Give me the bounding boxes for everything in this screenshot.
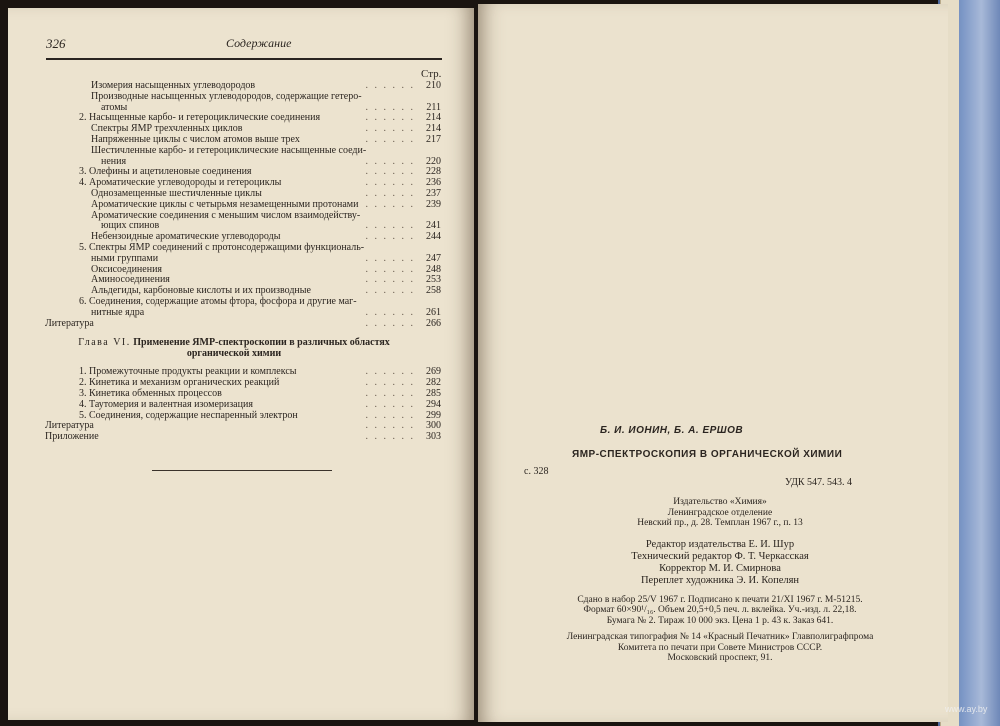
toc-leader-dots: . . . . . . <box>365 431 415 443</box>
toc-entry-page: 237 <box>426 187 441 199</box>
toc-entry-page: 248 <box>426 263 441 275</box>
toc-entry-title: Небензоидные ароматические углеводороды <box>91 231 281 243</box>
toc-leader-dots: . . . . . . <box>365 166 415 178</box>
toc-leader-dots: . . . . . . <box>365 263 415 275</box>
toc-leader-dots: . . . . . . <box>365 155 415 167</box>
toc-entry-page: 282 <box>426 377 441 389</box>
toc-entry-title: нения <box>101 155 127 167</box>
toc-leader-dots: . . . . . . <box>365 252 415 264</box>
running-title: Содержание <box>226 36 292 50</box>
toc-entry <box>45 400 441 411</box>
toc-entry-page: 244 <box>426 231 441 243</box>
chapter-label: Глава VI. <box>78 337 131 349</box>
toc-entry-page: 258 <box>426 285 441 297</box>
toc-entry-page: 214 <box>426 112 441 124</box>
toc-entry-page: 266 <box>426 317 441 329</box>
toc-leader-dots: . . . . . . <box>365 220 415 232</box>
toc-entry-title: Спектры ЯМР трехчленных циклов <box>91 123 243 135</box>
toc-entry-title: Оксисоединения <box>91 263 163 275</box>
end-rule <box>152 470 332 471</box>
toc-section-after <box>45 367 441 443</box>
toc-entry-page: 217 <box>426 133 441 145</box>
toc-entry-title: Литература <box>45 420 94 432</box>
toc-leader-dots: . . . . . . <box>365 409 415 421</box>
toc-leader-dots: . . . . . . <box>365 123 415 135</box>
toc-entry-page: 247 <box>426 252 441 264</box>
toc-entry-page: 285 <box>426 387 441 399</box>
toc-entry-title: Альдегиды, карбоновые кислоты и их производные <box>91 285 311 297</box>
toc-entry-page: 228 <box>426 166 441 178</box>
toc-leader-dots: . . . . . . <box>365 187 415 199</box>
toc-entry-title: Напряженные циклы с числом атомов выше трех <box>91 133 300 145</box>
toc-leader-dots: . . . . . . <box>365 274 415 286</box>
toc-entry <box>45 92 441 103</box>
chapter-heading <box>49 337 419 359</box>
toc-entry-title: Ароматические соединения с меньшим числом взаимодейству- <box>91 209 361 221</box>
toc-leader-dots: . . . . . . <box>365 80 415 91</box>
toc-leader-dots: . . . . . . <box>365 377 415 389</box>
toc-entry-page: 239 <box>426 198 441 210</box>
printer-info <box>520 632 920 664</box>
toc-entry-title: Аминосоединения <box>91 274 170 286</box>
toc-entry-page: 220 <box>426 155 441 167</box>
toc-entry-page: 253 <box>426 274 441 286</box>
toc-entry-title: 3. Кинетика обменных процессов <box>79 387 222 399</box>
imprint-block <box>520 497 920 664</box>
toc-entry-title: 4. Таутомерия и валентная изомеризация <box>79 398 253 410</box>
running-header <box>46 34 442 60</box>
toc-leader-dots: . . . . . . <box>365 398 415 410</box>
credits-list <box>520 539 920 587</box>
toc-entry <box>45 146 441 157</box>
watermark: www.ay.by <box>945 704 988 714</box>
toc-leader-dots: . . . . . . <box>365 387 415 399</box>
chapter-title-line2: органической химии <box>186 348 282 360</box>
toc-entry-title: Шестичленные карбо- и гетероциклические насыщенные соеди- <box>91 144 367 156</box>
credit-line: Редактор издательства Е. И. Шур <box>645 538 795 550</box>
toc-entry-title: 6. Соединения, содержащие атомы фтора, фосфора и другие маг- <box>79 295 357 307</box>
toc-entry-title: ными группами <box>91 252 159 264</box>
toc-leader-dots: . . . . . . <box>365 177 415 189</box>
page-column-header: Стр. <box>421 68 442 80</box>
book-authors: Б. И. ИОНИН, Б. А. ЕРШОВ <box>600 425 744 436</box>
toc-entry-page: 299 <box>426 409 441 421</box>
toc-entry <box>45 432 441 443</box>
toc-leader-dots: . . . . . . <box>365 133 415 145</box>
toc-entry-title: Однозамещенные шестичленные циклы <box>91 187 262 199</box>
credit-line: Переплет художника Э. И. Копелян <box>640 574 800 586</box>
toc-leader-dots: . . . . . . <box>365 101 415 113</box>
toc-leader-dots: . . . . . . <box>365 285 415 297</box>
toc-entry-title: Ароматические циклы с четырьмя незамещенными протонами <box>91 198 359 210</box>
page-count: с. 328 <box>524 466 549 477</box>
tech-line: Формат 60×90¹/₁₆. Объем 20,5+0,5 печ. л. вклейка. Уч.-изд. л. 22,18. <box>583 605 857 615</box>
toc-entry-page: 269 <box>426 366 441 378</box>
toc-entry-title: 5. Спектры ЯМР соединений с протонсодержащими функциональ- <box>79 241 365 253</box>
tech-details <box>520 595 920 627</box>
toc-entry-title: 2. Насыщенные карбо- и гетероциклические соединения <box>79 112 321 124</box>
credit-line: Технический редактор Ф. Т. Черкасская <box>631 550 809 562</box>
toc-entry-title: Литература <box>45 317 94 329</box>
toc-leader-dots: . . . . . . <box>365 306 415 318</box>
toc-entry-title: 3. Олефины и ацетиленовые соединения <box>79 166 252 178</box>
table-of-contents <box>45 81 441 443</box>
toc-entry-title: Производные насыщенных углеводородов, содержащие гетеро- <box>91 90 362 102</box>
toc-leader-dots: . . . . . . <box>365 317 415 329</box>
toc-section-before <box>45 81 441 329</box>
toc-entry-title: ющих спинов <box>101 220 160 232</box>
udk-code: УДК 547. 543. 4 <box>785 477 853 488</box>
printer-line: Ленинградская типография № 14 «Красный Печатник» Главполиграфпрома <box>566 632 874 642</box>
toc-entry-title: Приложение <box>45 431 99 443</box>
toc-entry <box>45 308 441 319</box>
toc-entry <box>45 200 441 211</box>
toc-entry-page: 294 <box>426 398 441 410</box>
toc-leader-dots: . . . . . . <box>365 231 415 243</box>
tech-line: Бумага № 2. Тираж 10 000 экз. Цена 1 р. 43 к. Заказ 641. <box>606 615 834 626</box>
toc-entry-page: 300 <box>426 420 441 432</box>
page-number: 326 <box>46 36 66 51</box>
publisher-branch: Ленинградское отделение <box>667 507 773 518</box>
chapter-title-line1: Применение ЯМР-спектроскопии в различных областях <box>133 337 390 349</box>
toc-leader-dots: . . . . . . <box>365 420 415 432</box>
printer-line: Комитета по печати при Совете Министров СССР. <box>617 642 823 653</box>
toc-entry-page: 303 <box>426 431 441 443</box>
toc-entry-page: 261 <box>426 306 441 318</box>
toc-entry-title: Изомерия насыщенных углеводородов <box>91 80 256 91</box>
printer-line: Московский проспект, 91. <box>667 653 773 663</box>
toc-leader-dots: . . . . . . <box>365 112 415 124</box>
toc-entry-title: 4. Ароматические углеводороды и гетероциклы <box>79 177 282 189</box>
credit-line: Корректор М. И. Смирнова <box>659 562 781 574</box>
publisher: Издательство «Химия» <box>673 497 767 507</box>
toc-entry-title: 2. Кинетика и механизм органических реакций <box>79 377 280 389</box>
toc-entry <box>45 319 441 330</box>
book-title: ЯМР-СПЕКТРОСКОПИЯ В ОРГАНИЧЕСКОЙ ХИМИИ <box>572 449 843 460</box>
toc-entry-page: 236 <box>426 177 441 189</box>
toc-entry <box>45 254 441 265</box>
toc-entry-page: 214 <box>426 123 441 135</box>
toc-entry-page: 241 <box>426 220 441 232</box>
toc-entry-title: 1. Промежуточные продукты реакции и комплексы <box>79 366 297 378</box>
toc-leader-dots: . . . . . . <box>365 366 415 378</box>
toc-entry-title: нитные ядра <box>91 306 145 318</box>
publisher-address: Невский пр., д. 28. Темплан 1967 г., п. 13 <box>637 518 803 528</box>
toc-entry-page: 211 <box>426 101 441 113</box>
toc-leader-dots: . . . . . . <box>365 198 415 210</box>
toc-entry-title: атомы <box>101 101 128 113</box>
toc-entry-page: 210 <box>426 80 441 91</box>
toc-entry-title: 5. Соединения, содержащие неспаренный электрон <box>79 409 298 421</box>
tech-line: Сдано в набор 25/V 1967 г. Подписано к печати 21/XI 1967 г. М-51215. <box>577 594 863 605</box>
